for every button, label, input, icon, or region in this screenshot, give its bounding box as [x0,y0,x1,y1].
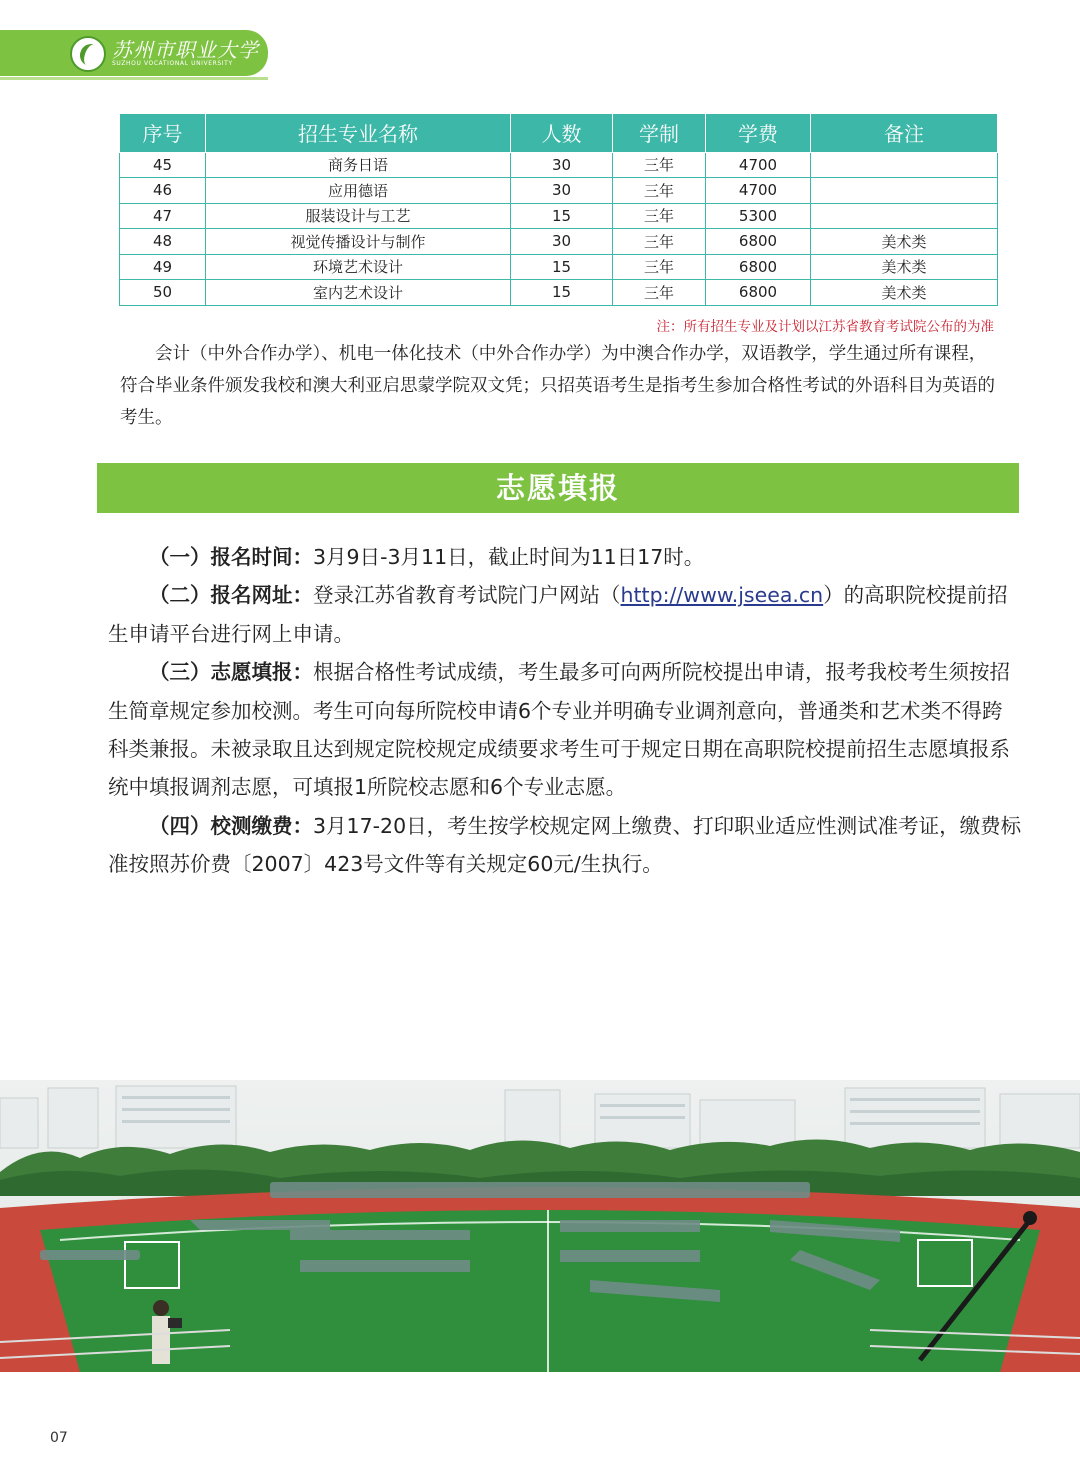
header-duration: 学制 [613,114,706,152]
step-text: 3月9日-3月11日，截止时间为11日17时。 [313,545,705,569]
cell-serial: 45 [120,152,206,178]
cell-major: 商务日语 [206,152,511,178]
cell-serial: 47 [120,203,206,229]
cell-tuition: 6800 [706,229,811,255]
cell-major: 视觉传播设计与制作 [206,229,511,255]
header-remarks: 备注 [811,114,998,152]
step-registration-time [108,538,1022,576]
step-registration-site [108,576,1022,653]
enrollment-table [119,114,997,306]
table-row [120,178,998,204]
campus-photo-illustration [0,1080,1080,1372]
cell-count: 30 [511,178,613,204]
cell-remarks: 美术类 [811,229,998,255]
intro-paragraph [120,338,1000,434]
table-row [120,203,998,229]
cell-tuition: 5300 [706,203,811,229]
table-row [120,254,998,280]
cell-serial: 48 [120,229,206,255]
table-row [120,280,998,306]
cell-major: 环境艺术设计 [206,254,511,280]
step-label: （三）志愿填报： [149,660,313,685]
cell-count: 30 [511,152,613,178]
step-text: ）的高职院校提前招生申请平台进行网上申请。 [108,583,1008,646]
university-logo-icon [70,36,106,72]
header-count: 人数 [511,114,613,152]
cell-tuition: 6800 [706,254,811,280]
cell-tuition: 6800 [706,280,811,306]
cell-count: 15 [511,280,613,306]
step-text: 登录江苏省教育考试院门户网站（ [313,583,621,608]
header-serial: 序号 [120,114,206,152]
cell-duration: 三年 [613,254,706,280]
cell-serial: 49 [120,254,206,280]
logo-chinese-name: 苏州市职业大学 [112,38,259,62]
application-steps [108,538,1022,884]
page-number: 07 [50,1430,68,1446]
step-test-payment [108,807,1022,884]
cell-major: 应用德语 [206,178,511,204]
step-label: （一）报名时间： [149,545,313,569]
cell-tuition: 4700 [706,152,811,178]
header-tuition: 学费 [706,114,811,152]
cell-remarks [811,203,998,229]
cell-remarks: 美术类 [811,254,998,280]
step-text: 3月17-20日，考生按学校规定网上缴费、打印职业适应性测试准考证，缴费标准按照苏价费〔2007〕423号文件等有关规定60元/生执行。 [108,813,1022,877]
cell-remarks [811,152,998,178]
header-major-name: 招生专业名称 [206,114,511,152]
step-preference-filling [108,653,1022,807]
campus-sports-field-photo [0,1080,1080,1372]
cell-duration: 三年 [613,178,706,204]
table-footnote: 注：所有招生专业及计划以江苏省教育考试院公布的为准 [656,319,994,335]
cell-duration: 三年 [613,280,706,306]
table-header-row [120,114,998,152]
cell-tuition: 4700 [706,178,811,204]
intro-text: 会计（中外合作办学）、机电一体化技术（中外合作办学）为中澳合作办学，双语教学，学生通过所有课程，符合毕业条件颁发我校和澳大利亚启思蒙学院双文凭；只招英语考生是指考生参加合格性考试的外语科目为英语的考生。 [120,344,995,428]
cell-serial: 46 [120,178,206,204]
jseea-link[interactable]: http://www.jseea.cn [620,583,824,608]
cell-serial: 50 [120,280,206,306]
cell-duration: 三年 [613,203,706,229]
step-label: （四）校测缴费： [149,813,313,838]
step-label: （二）报名网址： [149,583,313,608]
cell-count: 15 [511,254,613,280]
cell-duration: 三年 [613,152,706,178]
step-text: 根据合格性考试成绩，考生最多可向两所院校提出申请，报考我校考生须按招生简章规定参加校测。考生可向每所院校申请6个专业并明确专业调剂意向，普通类和艺术类不得跨科类兼报。未被录取且达到规定院校规定成绩要求考生可于规定日期在高职院校提前招生志愿填报系统中填报调剂志愿，可填报1所院校志愿和6个专业志愿。 [108,660,1010,800]
cell-duration: 三年 [613,229,706,255]
table-row [120,152,998,178]
cell-major: 室内艺术设计 [206,280,511,306]
cell-remarks: 美术类 [811,280,998,306]
section-title-banner: 志愿填报 [97,463,1019,513]
cell-major: 服装设计与工艺 [206,203,511,229]
cell-count: 30 [511,229,613,255]
cell-remarks [811,178,998,204]
cell-count: 15 [511,203,613,229]
table-row [120,229,998,255]
logo-english-name: SUZHOU VOCATIONAL UNIVERSITY [112,60,233,67]
